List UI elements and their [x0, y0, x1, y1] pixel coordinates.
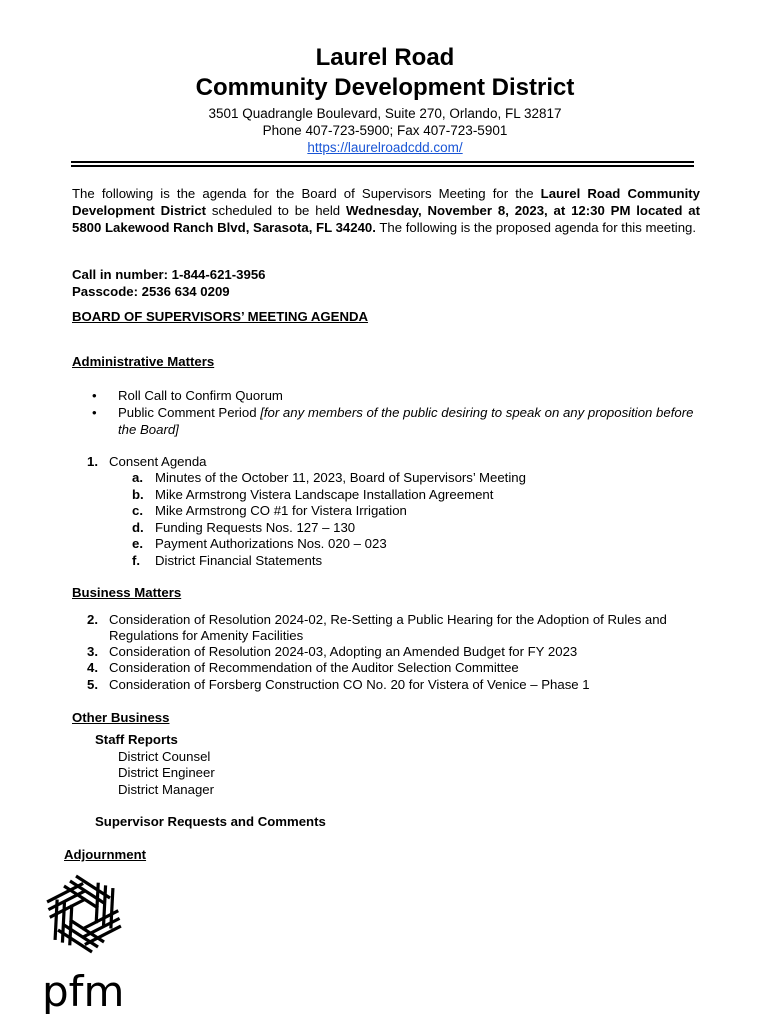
consent-item-text: Minutes of the October 11, 2023, Board of Supervisors’ Meeting: [155, 470, 526, 485]
item-number-4: 4.: [87, 660, 98, 675]
intro-meeting-details: Wednesday, November 8, 2023, at 12:30 PM located at 5800 Lakewood Ranch Blvd, Sarasota, FL 34240.: [72, 203, 700, 235]
phone-fax: Phone 407-723-5900; Fax 407-723-5901: [262, 123, 508, 138]
consent-item-text: Payment Authorizations Nos. 020 – 023: [155, 536, 387, 551]
staff-district-engineer: District Engineer: [118, 765, 215, 780]
district-name-line1: Laurel Road: [315, 44, 455, 71]
roll-call-text: Roll Call to Confirm Quorum: [118, 388, 283, 403]
staff-district-manager: District Manager: [118, 782, 215, 797]
consent-item-text: Mike Armstrong CO #1 for Vistera Irrigation: [155, 503, 407, 518]
public-comment-text: [118, 405, 698, 438]
district-name-line2: Community Development District: [195, 74, 575, 101]
business-matters-heading: Business Matters: [72, 585, 182, 600]
consent-item-text: District Financial Statements: [155, 552, 323, 568]
call-in-number: Call in number: 1-844-621-3956: [72, 267, 266, 282]
agenda-heading: BOARD OF SUPERVISORS’ MEETING AGENDA: [72, 309, 369, 324]
pfm-logo-icon: [30, 866, 140, 1014]
consent-item-letter: b.: [132, 486, 144, 502]
item-4-text: Consideration of Recommendation of the Auditor Selection Committee: [109, 660, 519, 675]
item-number-1: 1.: [87, 454, 98, 469]
bullet-icon: •: [92, 388, 97, 403]
staff-district-counsel: District Counsel: [118, 749, 211, 764]
consent-item-letter: e.: [132, 536, 143, 551]
administrative-matters-heading: Administrative Matters: [72, 354, 215, 369]
item-3-text: Consideration of Resolution 2024-03, Adopting an Amended Budget for FY 2023: [109, 644, 578, 659]
consent-item-letter: d.: [132, 519, 144, 535]
consent-item-text: Mike Armstrong Vistera Landscape Installation Agreement: [155, 486, 494, 502]
intro-text-1: The following is the agenda for the Board of Supervisors Meeting for the: [72, 186, 541, 201]
intro-paragraph: [72, 185, 700, 236]
intro-text-3: The following is the proposed agenda for this meeting.: [375, 220, 697, 235]
passcode: Passcode: 2536 634 0209: [72, 284, 230, 299]
header-rule-bottom: [71, 165, 694, 167]
consent-item-text: Funding Requests Nos. 127 – 130: [155, 519, 356, 535]
consent-item-letter: f.: [132, 552, 141, 568]
item-number-5: 5.: [87, 677, 98, 692]
other-business-heading: Other Business: [72, 710, 170, 725]
item-number-2: 2.: [87, 612, 98, 627]
item-2-text-line1: Consideration of Resolution 2024-02, Re-Setting a Public Hearing for the Adoption of Rules and: [109, 612, 667, 627]
website-link[interactable]: https://laurelroadcdd.com/: [307, 140, 463, 155]
public-comment-label: Public Comment Period: [118, 405, 261, 420]
public-comment-note: [for any members of the public desiring to speak on any proposition before the Board]: [118, 405, 694, 437]
staff-reports-heading: Staff Reports: [95, 732, 178, 747]
adjournment-heading: Adjournment: [64, 847, 147, 862]
address: 3501 Quadrangle Boulevard, Suite 270, Orlando, FL 32817: [208, 106, 562, 121]
consent-agenda-label: Consent Agenda: [109, 454, 207, 469]
letterhead: [0, 43, 770, 157]
intro-district-name: Laurel Road Community Development District: [72, 186, 700, 218]
consent-item-letter: a.: [132, 470, 143, 485]
item-2-text-line2: Regulations for Amenity Facilities: [109, 628, 304, 643]
header-rule-top: [71, 161, 694, 163]
item-number-3: 3.: [87, 644, 98, 659]
supervisor-requests: Supervisor Requests and Comments: [95, 814, 326, 829]
item-5-text: Consideration of Forsberg Construction CO No. 20 for Vistera of Venice – Phase 1: [109, 677, 590, 692]
bullet-icon: •: [92, 405, 97, 420]
consent-item-letter: c.: [132, 503, 143, 518]
pfm-logo-text: pfm: [42, 967, 125, 1014]
intro-text-2: scheduled to be held: [206, 203, 346, 218]
